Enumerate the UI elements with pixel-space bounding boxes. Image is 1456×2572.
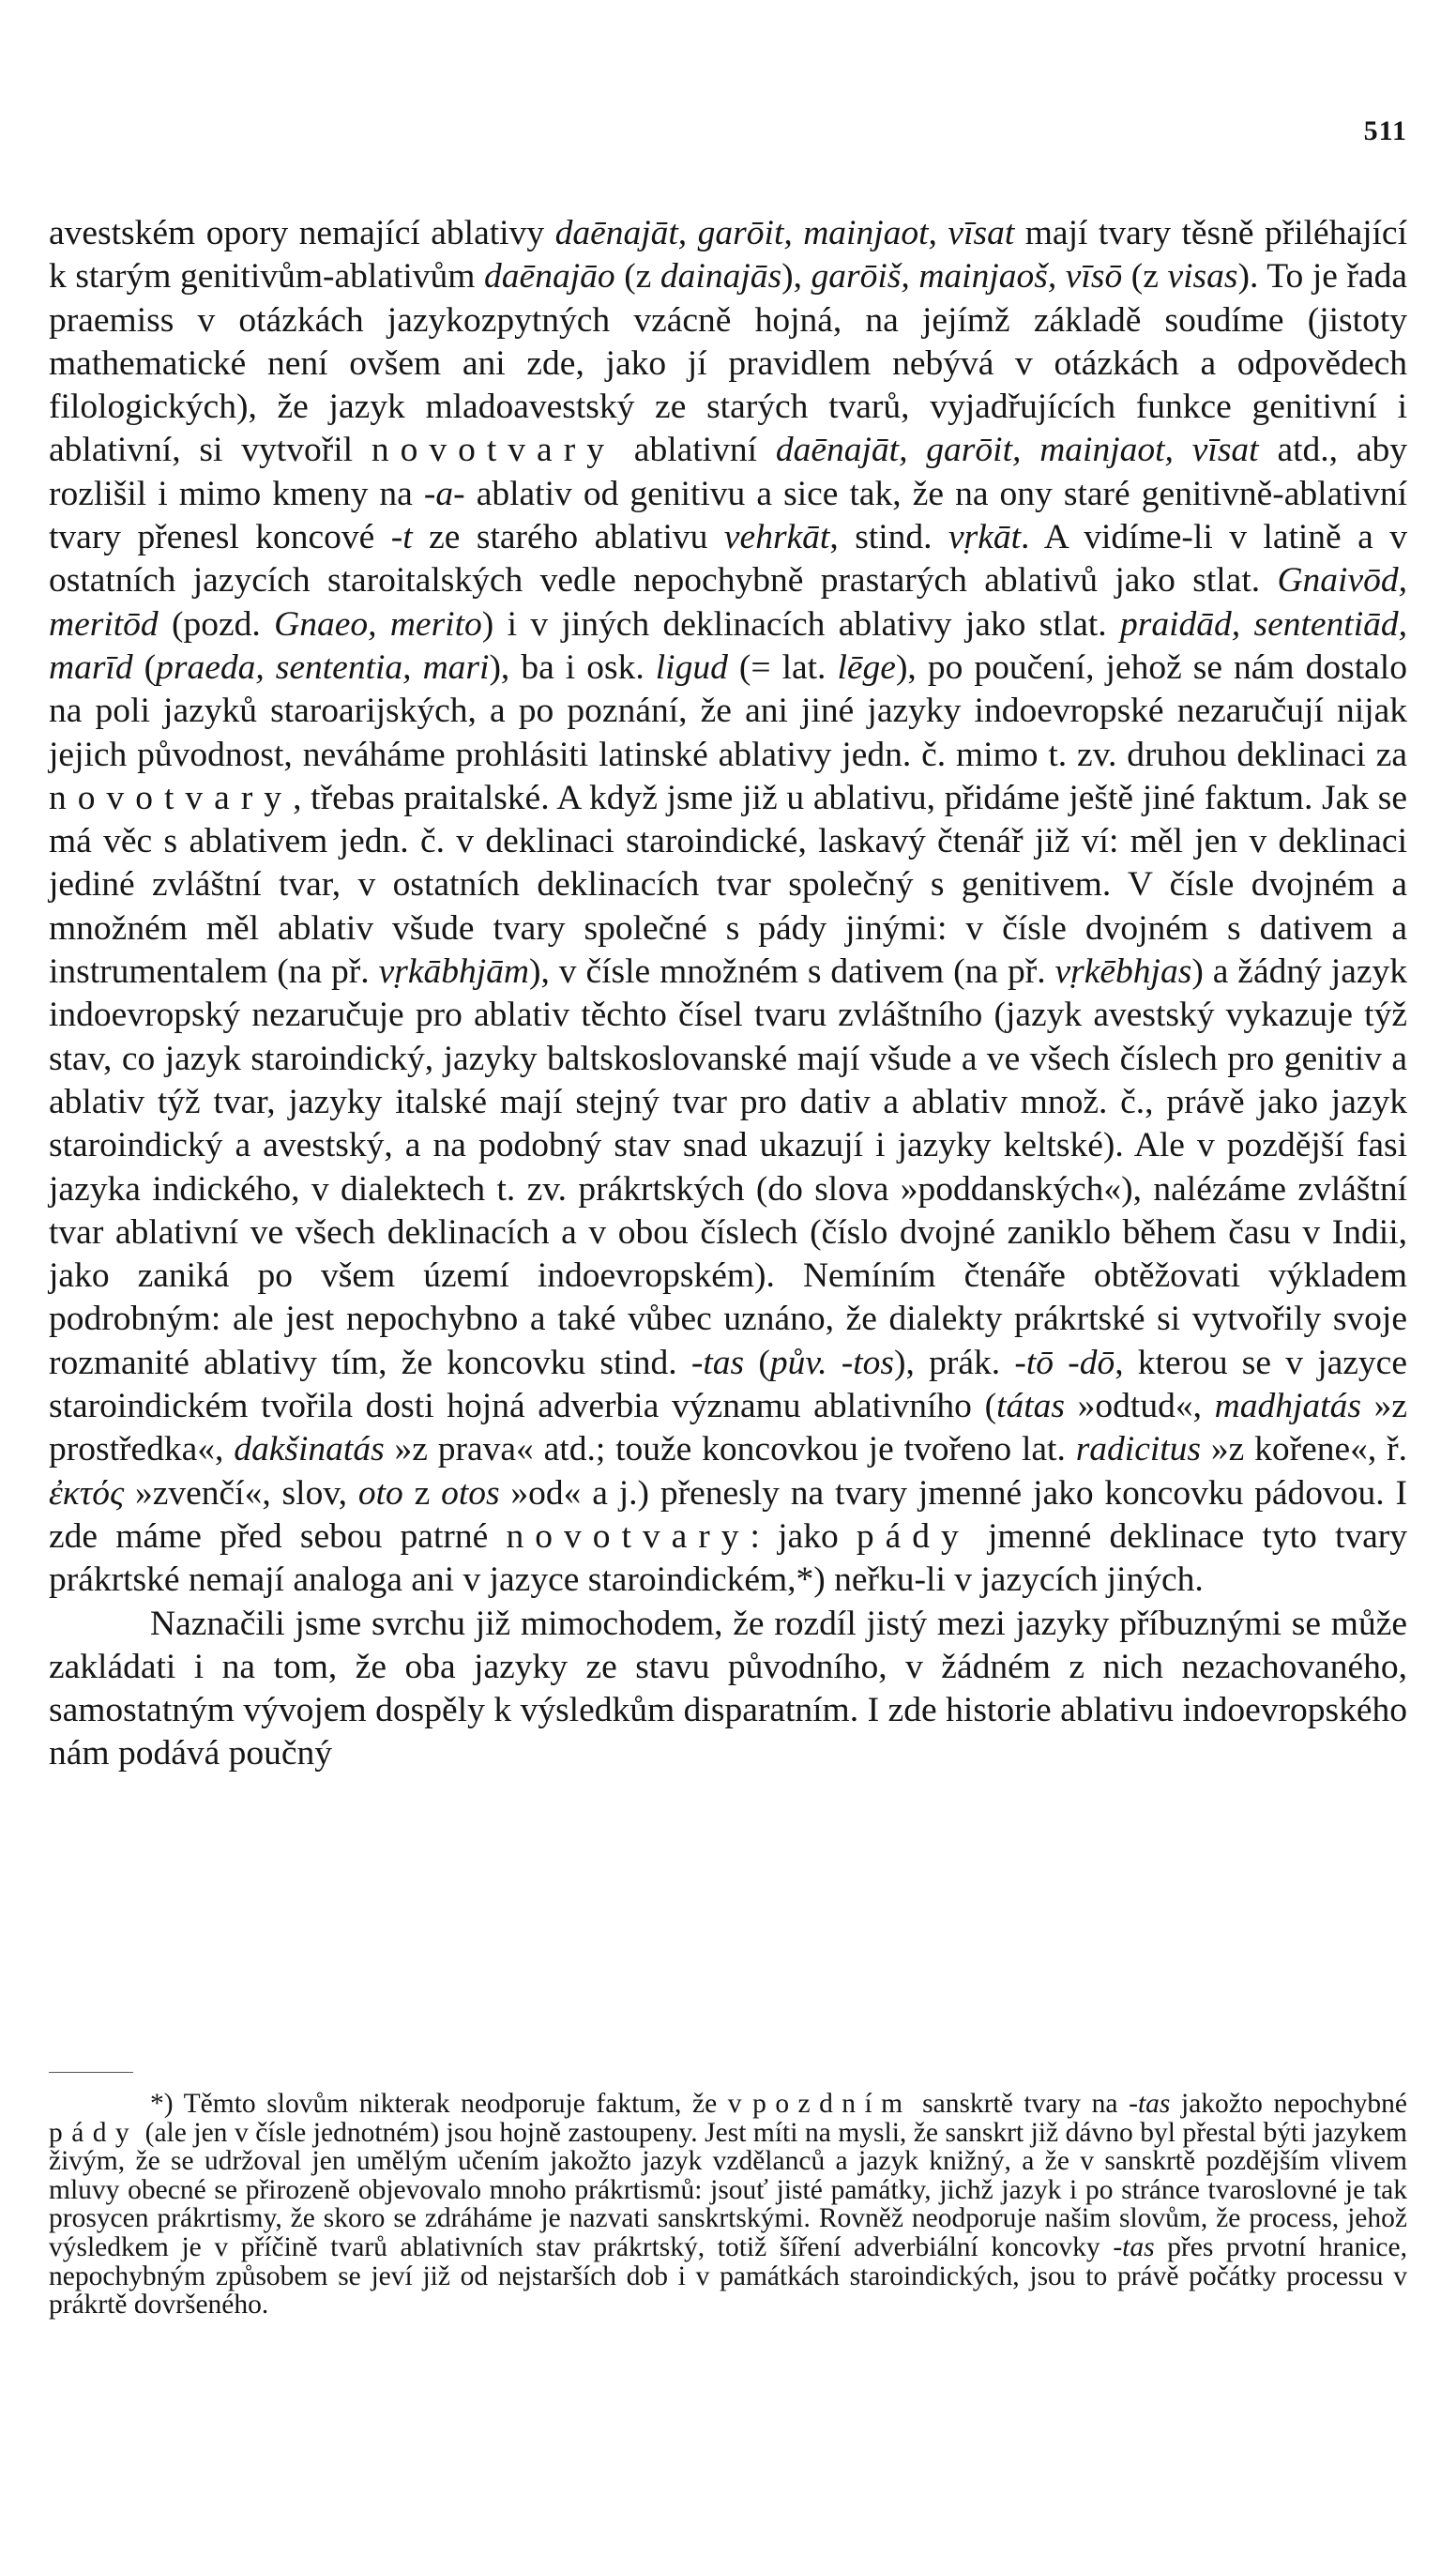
text-run: ), prák.	[894, 1343, 1015, 1382]
text-run: . A vidíme-li v latině a v ostatních jazycích staroitalských vedle nepochybně prastarých ablativů jako stlat.	[49, 518, 1408, 601]
text-run: (pozd.	[158, 604, 275, 644]
text-run: ) a žádný jazyk indoevropský nezaručuje pro ablativ těchto čísel tvaru zvláštního (jazyk avestský vykazuje týž stav, co jazyk staroindický, jazyky baltskoslovanské mají všude a ve všech číslech pro genitiv a ablativ týž tvar, jazyky italské mají stejný tvar pro dativ a ablativ množ. č., právě jako jazyk staroindický a avestský, a na podobný stav snad ukazují i jazyky keltské). Ale v pozdější fasi jazyka indického, v dialektech t. zv. prákrtských (do slova »poddanských«), nalézáme zvláštní tvar ablativní ve všech deklinacích a v obou číslech (číslo dvojné zaniklo během času v Indii, jako zaniká po všem území indoevropském). Nemíním čtenáře obtěžovati výkladem podrobným: ale jest nepochybno a také vůbec uznáno, že dialekty prákrtské si vytvořily svoje rozmanité ablativy tím, že koncovku stind.	[49, 952, 1407, 1382]
text-run: »z prava« atd.; touže koncovkou je tvořeno lat.	[384, 1430, 1076, 1469]
text-run: z	[402, 1473, 442, 1513]
italic-text: ἐκτός	[49, 1473, 125, 1513]
italic-text: otos	[441, 1473, 500, 1513]
italic-text: daēnajāt, garōit, mainjaot, vīsat	[775, 431, 1259, 470]
italic-text: visas	[1167, 257, 1238, 297]
text-run: (	[744, 1343, 770, 1382]
text-run: ze starého ablativu	[412, 518, 724, 557]
italic-text: -tas	[1129, 2089, 1171, 2119]
italic-text: vṛkāt	[948, 518, 1022, 557]
text-run: , stind.	[829, 518, 948, 557]
italic-text: praidād, sententiād, marīd	[49, 604, 1407, 687]
italic-text: Gnaeo, merito	[274, 604, 482, 644]
italic-text: dainajās	[660, 257, 782, 297]
text-run: (z	[1122, 257, 1168, 297]
text-run: ), v čísle množném s dativem (na př.	[528, 952, 1055, 992]
text-run: : jako	[750, 1516, 857, 1556]
italic-text: -t	[390, 518, 413, 557]
text-run: sanskrtě tvary na	[911, 2089, 1130, 2119]
italic-text: ligud	[655, 647, 728, 687]
text-run: ), ba i osk.	[489, 647, 656, 687]
italic-text: madhjatás	[1214, 1387, 1361, 1426]
text-run: »zvenčí«, slov,	[124, 1473, 358, 1513]
text-run: »odtud«,	[1065, 1387, 1215, 1426]
italic-text: vehrkāt	[723, 518, 830, 557]
italic-text: tátas	[996, 1387, 1065, 1426]
text-run: avestském opory nemající ablativy	[49, 214, 555, 252]
italic-text: vṛkēbhjas	[1054, 952, 1192, 992]
italic-text: -a-	[423, 474, 465, 513]
paragraph	[49, 1603, 1407, 1776]
italic-text: oto	[357, 1473, 403, 1513]
text-run: (z	[614, 257, 660, 297]
text-run: ablativ od genitivu a sice tak, že na ony staré genitivně-ablativní tvary přenesl koncové	[49, 474, 1407, 557]
page-number: 511	[1363, 115, 1407, 146]
text-run: atd., aby rozlišil i mimo kmeny na	[49, 431, 1407, 513]
text-run: (= lat.	[727, 647, 838, 687]
italic-text: -tas	[1113, 2231, 1155, 2262]
spaced-emphasis: pozdním	[752, 2089, 912, 2119]
text-run: Naznačili jsme svrchu již mimochodem, že rozdíl jistý mezi jazyky příbuznými se může zakládati i na tom, že oba jazyky ze stavu původního, v žádném z nich nezachovaného, samostatným vývojem dospěly k výsledkům disparatním. I zde historie ablativu indoevropského nám podává poučný	[49, 1604, 1407, 1773]
italic-text: dakšinatás	[234, 1430, 385, 1469]
spaced-emphasis: pády	[49, 2117, 139, 2148]
italic-text: -tō -dō	[1014, 1343, 1115, 1382]
text-run: ablativní	[614, 431, 776, 470]
italic-text: daēnajāt, garōit, mainjaot, vīsat	[554, 214, 1015, 252]
italic-text: -tas	[690, 1343, 745, 1382]
text-run: , kterou se v jazyce staroindickém tvořila dosti hojná adverbia významu ablativního (	[49, 1343, 1407, 1426]
spaced-emphasis: pády	[856, 1516, 970, 1556]
text-run: (	[132, 647, 157, 687]
italic-text: daēnajāo	[484, 257, 615, 297]
text-run: *) Těmto slovům nikterak neodporuje faktum, že v	[150, 2089, 753, 2119]
spaced-emphasis: novotvary	[371, 431, 615, 470]
text-run: přes prvotní hranice, nepochybným způsobem se jeví již od nejstarších dob i v památkách staroindických, jsou to právě počátky processu v prákrtě dovršeného.	[49, 2231, 1407, 2321]
italic-text: praeda, sententia, mari	[156, 647, 490, 687]
italic-text: radicitus	[1075, 1430, 1202, 1469]
text-run: »z kořene«, ř.	[1201, 1430, 1407, 1469]
text-run: jmenné deklinace tyto tvary prákrtské nemají analoga ani v jazyce staroindickém,*) neřku-li v jazycích jiných.	[49, 1516, 1407, 1600]
italic-text: lēge	[837, 647, 896, 687]
italic-text: pův. -tos	[769, 1343, 895, 1382]
text-run: ). To je řada praemiss v otázkách jazykozpytných vzácně hojná, na jejímž základě soudíme (jistoty mathematické není ovšem ani zde, jako jí pravidlem nebývá v otázkách a odpovědech filologických), že jazyk mladoavestský ze starých tvarů, vyjadřujících funkce genitivní i ablativní, si vytvořil	[49, 257, 1407, 470]
footnote	[49, 2090, 1407, 2320]
paragraph	[49, 212, 1407, 1603]
text-run: jakožto nepochybné	[1170, 2089, 1408, 2119]
text-run: »od« a j.) přenesly na tvary jmenné jako koncovku pádovou. I zde máme před sebou patrné	[49, 1473, 1407, 1556]
italic-text: vṛkābhjām	[378, 952, 529, 992]
spaced-emphasis: novotvary	[49, 778, 294, 817]
text-run: mají tvary těsně přiléhající k starým genitivům-ablativům	[49, 214, 1407, 297]
text-run: ), po poučení, jehož se nám dostalo na poli jazyků staroarijských, a po poznání, že ani jiné jazyky indoevropské nezaručují nijak jejich původnost, neváháme prohlásiti latinské ablativy jedn. č. mimo t. zv. druhou deklinaci za	[49, 647, 1407, 774]
text-run: ),	[781, 257, 811, 297]
main-text	[49, 212, 1407, 1776]
footnote-separator	[49, 2072, 133, 2073]
spaced-emphasis: novotvary	[506, 1516, 751, 1556]
text-run: ) i v jiných deklinacích ablativy jako stlat.	[481, 604, 1120, 644]
italic-text: garōiš, mainjaoš, vīsō	[811, 257, 1123, 297]
text-run: , třebas praitalské. A když jsme již u ablativu, přidáme ještě jiné faktum. Jak se má věc s ablativem jedn. č. v deklinaci staroindické, laskavý čtenář již ví: měl jen v deklinaci jediné zvláštní tvar, v ostatních deklinacích tvar společný s genitivem. V čísle dvojném a množném měl ablativ všude tvary společné s pády jinými: v čísle dvojném s dativem a instrumentalem (na př.	[49, 778, 1407, 992]
text-run: (ale jen v čísle jednotném) jsou hojně zastoupeny. Jest míti na mysli, že sanskrt již dávno byl přestal býti jazykem živým, že se udržoval jen umělým učením jakožto jazyk vzdělanců a jazyk knižný, a že v sanskrtě pozdějším vlivem mluvy obecné se přirozeně objevovalo mnoho prákrtismů: jsouť jisté památky, jichž jazyk i po stránce tvaroslovné je tak prosycen prákrtismy, že skoro se zdráháme je nazvati sanskrtskými. Rovněž neodporuje našim slovům, že process, jehož výsledkem je v příčině tvarů ablativních stav prákrtský, totiž šíření adverbiální koncovky	[49, 2117, 1407, 2262]
italic-text: Gnaivōd, meritōd	[49, 561, 1407, 644]
text-run: »z prostředka«,	[49, 1387, 1407, 1469]
